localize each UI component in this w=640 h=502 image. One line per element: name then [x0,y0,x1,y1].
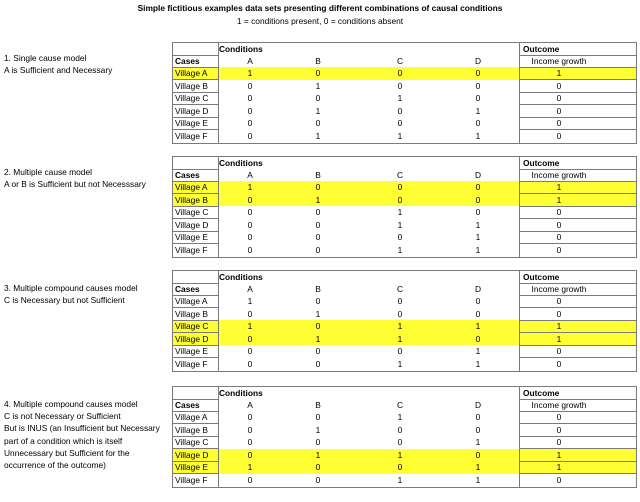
column-header-b: B [315,284,321,294]
table-row [173,92,636,105]
table-row [173,206,636,219]
condition-cell-d: 1 [475,105,481,116]
condition-cell-b: 0 [315,232,321,242]
condition-cell-a: 0 [247,219,253,230]
grid-line [173,243,218,244]
table-row [173,320,636,333]
outcome-cell: 0 [556,207,562,217]
model-description [4,166,169,190]
cases-header: Cases [175,400,200,410]
conditions-header: Conditions [219,388,263,398]
condition-cell-b: 0 [315,118,321,128]
case-cell: Village A [175,182,208,192]
grid-line [173,307,218,308]
case-cell: Village F [175,474,208,485]
grid-line [519,218,637,219]
condition-cell-b: 0 [315,68,321,78]
table-row [173,461,636,474]
grid-line [173,345,218,346]
column-header-c: C [396,56,404,66]
grid-line [218,271,219,371]
condition-cell-a: 0 [247,474,253,485]
condition-cell-c: 1 [397,207,403,217]
outcome-cell: 1 [556,194,562,205]
table-row [173,474,636,487]
column-header-a: A [247,56,253,66]
condition-cell-d: 1 [475,321,481,331]
model-description-line: 1. Single cause model [4,53,87,63]
condition-cell-a: 0 [247,412,253,422]
outcome-cell: 1 [556,182,562,192]
grid-line [519,461,637,462]
table-row [173,80,636,93]
outcome-header: Outcome [523,158,560,168]
income-growth-header: Income growth [531,170,587,180]
grid-line [173,295,218,296]
condition-cell-c: 0 [397,346,403,356]
column-header-d: D [474,56,482,66]
case-cell: Village F [175,244,208,255]
condition-cell-c: 0 [397,182,403,192]
condition-cell-d: 0 [475,93,481,103]
table-row [173,358,636,371]
condition-cell-a: 0 [247,424,253,435]
condition-cell-d: 1 [475,130,481,141]
table-header [173,43,636,55]
grid-line [173,423,218,424]
condition-cell-b: 0 [315,346,321,356]
grid-line [218,43,219,143]
column-header-a: A [247,400,253,410]
grid-line [519,55,637,56]
page-title: Simple fictitious examples data sets presenting different combinations of causal conditions [137,3,503,13]
grid-line [519,307,637,308]
outcome-cell: 0 [556,80,562,91]
condition-cell-d: 0 [475,118,481,128]
grid-line [173,218,218,219]
condition-cell-a: 0 [247,93,253,103]
outcome-header: Outcome [523,388,560,398]
outcome-cell: 0 [556,474,562,485]
model-description [4,282,169,306]
table-row [173,181,636,194]
condition-cell-c: 1 [397,412,403,422]
grid-line [173,193,218,194]
condition-cell-d: 0 [475,333,481,344]
condition-cell-b: 1 [315,424,321,435]
case-cell: Village A [175,68,208,78]
outcome-header: Outcome [523,272,560,282]
condition-cell-a: 0 [247,358,253,369]
grid-line [173,67,218,68]
grid-line [173,332,218,333]
condition-cell-d: 1 [475,462,481,472]
condition-cell-d: 1 [475,219,481,230]
grid-line [519,295,637,296]
condition-cell-b: 1 [315,333,321,344]
condition-cell-b: 1 [315,105,321,116]
condition-cell-c: 1 [397,474,403,485]
grid-line [519,206,637,207]
column-header-a: A [247,170,253,180]
column-header-c: C [396,400,404,410]
grid-line [519,283,637,284]
condition-cell-d: 0 [475,182,481,192]
table-row [173,67,636,80]
grid-line [519,399,637,400]
condition-cell-a: 0 [247,437,253,447]
grid-line [173,283,218,284]
condition-cell-c: 1 [397,244,403,255]
outcome-cell: 0 [556,437,562,447]
grid-line [173,357,218,358]
table-row [173,436,636,449]
page-subtitle: 1 = conditions present, 0 = conditions absent [236,16,404,26]
condition-cell-d: 0 [475,80,481,91]
model-table [172,156,637,258]
grid-line [519,411,637,412]
grid-line [519,320,637,321]
case-cell: Village B [175,194,208,205]
grid-line [519,181,637,182]
grid-line [519,243,637,244]
case-cell: Village E [175,462,208,472]
outcome-cell: 1 [556,462,562,472]
condition-cell-a: 0 [247,118,253,128]
grid-line [218,387,219,487]
grid-line [519,387,520,487]
model-description-line: 4. Multiple compound causes model [4,399,138,409]
model-description-line: Unnecessary but Sufficient for the [4,447,130,458]
conditions-header: Conditions [219,158,263,168]
condition-cell-c: 0 [397,308,403,319]
cases-header: Cases [175,56,200,66]
case-cell: Village F [175,358,208,369]
condition-cell-d: 0 [475,412,481,422]
case-cell: Village F [175,130,208,141]
case-cell: Village C [175,321,209,331]
condition-cell-b: 0 [315,462,321,472]
condition-cell-a: 0 [247,194,253,205]
grid-line [519,169,637,170]
condition-cell-b: 0 [315,358,321,369]
outcome-header: Outcome [523,44,560,54]
outcome-cell: 0 [556,232,562,242]
condition-cell-b: 0 [315,296,321,306]
cases-header: Cases [175,284,200,294]
condition-cell-a: 0 [247,80,253,91]
grid-line [519,67,637,68]
table-row [173,130,636,143]
conditions-header: Conditions [219,44,263,54]
condition-cell-a: 0 [247,308,253,319]
condition-cell-b: 0 [315,437,321,447]
grid-line [173,448,218,449]
grid-line [519,117,637,118]
model-description [4,398,169,471]
condition-cell-a: 1 [247,321,253,331]
condition-cell-a: 0 [247,333,253,344]
condition-cell-b: 0 [315,207,321,217]
condition-cell-b: 1 [315,194,321,205]
conditions-header: Conditions [219,272,263,282]
case-cell: Village E [175,118,208,128]
model-description [4,52,169,76]
case-cell: Village B [175,308,208,319]
column-header-b: B [315,400,321,410]
outcome-cell: 0 [556,412,562,422]
outcome-cell: 0 [556,346,562,356]
table-row [173,244,636,257]
condition-cell-b: 1 [315,308,321,319]
condition-cell-b: 0 [315,93,321,103]
outcome-cell: 0 [556,105,562,116]
outcome-cell: 0 [556,308,562,319]
table-row [173,333,636,346]
table-row [173,308,636,321]
table-row [173,295,636,308]
case-cell: Village B [175,80,208,91]
table-row [173,117,636,130]
case-cell: Village D [175,219,209,230]
model-description-line: A is Sufficient and Necessary [4,65,113,76]
condition-cell-d: 0 [475,68,481,78]
table-row [173,231,636,244]
grid-line [173,473,218,474]
condition-cell-c: 0 [397,105,403,116]
outcome-cell: 1 [556,321,562,331]
grid-line [218,157,219,257]
grid-line [519,423,637,424]
outcome-cell: 0 [556,130,562,141]
grid-line [173,129,218,130]
condition-cell-c: 0 [397,424,403,435]
model-description-line: But is INUS (an Insufficient but Necessary [4,423,160,434]
grid-line [173,231,218,232]
condition-cell-c: 1 [397,130,403,141]
condition-cell-c: 0 [397,232,403,242]
condition-cell-d: 1 [475,232,481,242]
case-cell: Village A [175,296,208,306]
case-cell: Village D [175,105,209,116]
condition-cell-c: 0 [397,296,403,306]
case-cell: Village A [175,412,208,422]
condition-cell-a: 1 [247,296,253,306]
model-description-line: A or B is Sufficient but not Necesssary [4,179,146,190]
outcome-cell: 0 [556,118,562,128]
grid-line [173,461,218,462]
grid-line [519,104,637,105]
table-header [173,387,636,399]
outcome-cell: 0 [556,296,562,306]
grid-line [519,79,637,80]
case-cell: Village C [175,437,209,447]
grid-line [519,345,637,346]
grid-line [519,448,637,449]
condition-cell-d: 0 [475,207,481,217]
condition-cell-a: 1 [247,68,253,78]
column-header-a: A [247,284,253,294]
condition-cell-d: 0 [475,308,481,319]
condition-cell-b: 0 [315,219,321,230]
grid-line [173,411,218,412]
condition-cell-c: 1 [397,358,403,369]
case-cell: Village E [175,232,208,242]
table-header [173,157,636,169]
condition-cell-d: 1 [475,474,481,485]
grid-line [519,436,637,437]
outcome-cell: 1 [556,333,562,344]
cases-header: Cases [175,170,200,180]
condition-cell-b: 0 [315,474,321,485]
model-table [172,386,637,488]
grid-line [519,231,637,232]
condition-cell-b: 1 [315,80,321,91]
condition-cell-a: 1 [247,182,253,192]
model-description-line: 2. Multiple cause model [4,167,92,177]
condition-cell-d: 1 [475,437,481,447]
outcome-cell: 0 [556,219,562,230]
outcome-cell: 1 [556,68,562,78]
table-row [173,105,636,118]
grid-line [173,169,218,170]
column-header-c: C [396,284,404,294]
case-cell: Village C [175,207,209,217]
condition-cell-b: 0 [315,244,321,255]
condition-cell-d: 1 [475,358,481,369]
grid-line [173,104,218,105]
grid-line [519,357,637,358]
grid-line [519,473,637,474]
outcome-cell: 0 [556,358,562,369]
column-header-b: B [315,170,321,180]
case-cell: Village B [175,424,208,435]
condition-cell-a: 0 [247,130,253,141]
income-growth-header: Income growth [531,284,587,294]
model-table [172,42,637,144]
table-row [173,194,636,207]
condition-cell-c: 0 [397,68,403,78]
table-header [173,271,636,283]
condition-cell-c: 0 [397,80,403,91]
condition-cell-d: 1 [475,244,481,255]
model-description-line: C is Necessary but not Sufficient [4,295,125,306]
grid-line [173,206,218,207]
condition-cell-c: 0 [397,194,403,205]
column-header-d: D [474,170,482,180]
model-description-line: C is not Necessary or Sufficient [4,411,121,422]
grid-line [519,43,520,143]
condition-cell-c: 1 [397,449,403,460]
outcome-cell: 1 [556,449,562,460]
table-row [173,219,636,232]
condition-cell-b: 0 [315,182,321,192]
condition-cell-c: 1 [397,219,403,230]
table-row [173,424,636,437]
column-header-d: D [474,400,482,410]
condition-cell-a: 0 [247,207,253,217]
case-cell: Village C [175,93,209,103]
grid-line [173,117,218,118]
outcome-cell: 0 [556,424,562,435]
income-growth-header: Income growth [531,400,587,410]
condition-cell-b: 0 [315,412,321,422]
grid-line [519,271,520,371]
condition-cell-a: 0 [247,105,253,116]
condition-cell-a: 0 [247,346,253,356]
condition-cell-c: 0 [397,118,403,128]
column-header-d: D [474,284,482,294]
column-header-c: C [396,170,404,180]
grid-line [519,332,637,333]
condition-cell-a: 0 [247,449,253,460]
case-cell: Village E [175,346,208,356]
model-table [172,270,637,372]
grid-line [173,55,218,56]
condition-cell-c: 1 [397,333,403,344]
model-description-line: occurrence of the outcome) [4,460,106,471]
condition-cell-b: 0 [315,321,321,331]
condition-cell-a: 0 [247,232,253,242]
table-row [173,345,636,358]
condition-cell-d: 0 [475,424,481,435]
grid-line [173,436,218,437]
condition-cell-c: 0 [397,462,403,472]
condition-cell-c: 1 [397,321,403,331]
table-row [173,411,636,424]
case-cell: Village D [175,333,209,344]
condition-cell-b: 1 [315,449,321,460]
grid-line [173,399,218,400]
grid-line [519,129,637,130]
case-cell: Village D [175,449,209,460]
grid-line [519,193,637,194]
grid-line [173,320,218,321]
condition-cell-a: 1 [247,462,253,472]
model-description-line: 3. Multiple compound causes model [4,283,138,293]
column-header-b: B [315,56,321,66]
condition-cell-d: 0 [475,296,481,306]
grid-line [519,157,520,257]
grid-line [173,181,218,182]
condition-cell-d: 1 [475,346,481,356]
condition-cell-b: 1 [315,130,321,141]
outcome-cell: 0 [556,93,562,103]
outcome-cell: 0 [556,244,562,255]
grid-line [173,79,218,80]
grid-line [519,92,637,93]
table-row [173,449,636,462]
condition-cell-a: 0 [247,244,253,255]
condition-cell-d: 0 [475,449,481,460]
income-growth-header: Income growth [531,56,587,66]
condition-cell-c: 0 [397,437,403,447]
model-description-line: part of a condition which is itself [4,435,123,446]
condition-cell-c: 1 [397,93,403,103]
grid-line [173,92,218,93]
condition-cell-d: 0 [475,194,481,205]
